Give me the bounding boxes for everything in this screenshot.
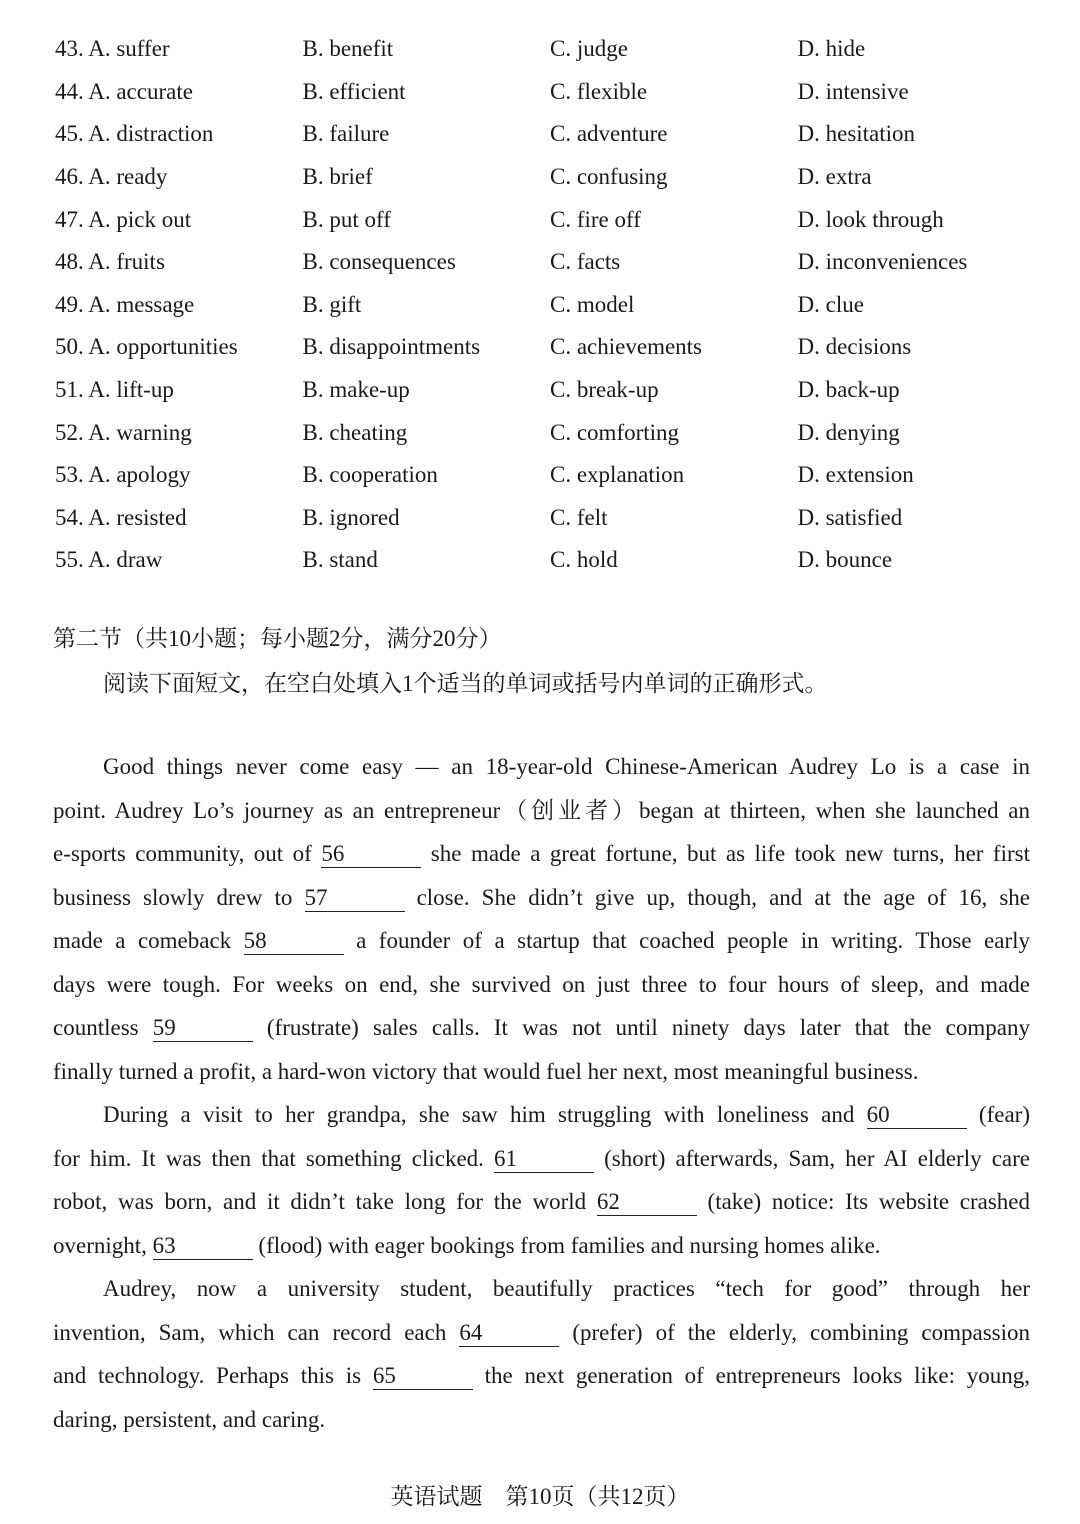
option-choice: D. intensive: [797, 78, 909, 104]
answer-blank: 58: [244, 928, 344, 955]
option-row: [55, 28, 1045, 71]
passage-line: [53, 1267, 1030, 1311]
answer-blank: 61: [494, 1146, 594, 1173]
option-choice: 48. A. fruits: [55, 249, 165, 275]
passage-line: [53, 1050, 1030, 1094]
passage-text: Audrey, now a university student, beautifully practices “tech for good” through her: [103, 1276, 1030, 1301]
option-choice: D. clue: [797, 291, 864, 317]
option-choice: C. felt: [550, 504, 608, 530]
option-choice: 54. A. resisted: [55, 504, 187, 530]
passage-text: days were tough. For weeks on end, she survived on just three to four hours of sleep, and made: [53, 971, 1030, 997]
option-choice: 52. A. warning: [55, 419, 192, 445]
answer-blank: 57: [305, 885, 405, 912]
passage-line: [53, 1137, 1030, 1181]
passage-text: finally turned a profit, a hard-won victory that would fuel her next, most meaningful business.: [53, 1058, 919, 1084]
option-choice: 55. A. draw: [55, 547, 163, 573]
option-choice: 46. A. ready: [55, 164, 168, 190]
option-choice: C. model: [550, 291, 635, 317]
option-row: [55, 198, 1045, 241]
option-row: [55, 369, 1045, 412]
option-row: [55, 326, 1045, 369]
option-choice: B. put off: [302, 206, 391, 232]
option-choice: D. satisfied: [797, 504, 903, 530]
answer-blank: 60: [867, 1102, 967, 1129]
passage-text: she made a great fortune, but as life took new turns, her first: [421, 841, 1030, 866]
option-row: [55, 71, 1045, 114]
passage-line: [53, 1311, 1030, 1355]
passage-line: [53, 789, 1030, 833]
option-choice: C. comforting: [550, 419, 680, 445]
passage-line: [53, 1093, 1030, 1137]
option-choice: 45. A. distraction: [55, 121, 214, 147]
option-choice: 49. A. message: [55, 291, 195, 317]
passage-text: (frustrate) sales calls. It was not until ninety days later that the company: [252, 1015, 1030, 1040]
option-choice: D. hesitation: [797, 121, 916, 147]
passage-text: robot, was born, and it didn’t take long for the world: [53, 1189, 597, 1214]
option-choice: 51. A. lift-up: [55, 377, 174, 403]
passage-text: close. She didn’t give up, though, and at the age of 16, she: [404, 884, 1030, 910]
option-choice: D. denying: [797, 419, 900, 445]
option-choice: B. brief: [302, 164, 373, 190]
page-footer: 英语试题 第10页（共12页）: [390, 1484, 690, 1509]
option-choice: B. ignored: [302, 504, 400, 530]
section-title: 第二节（共10小题；每小题2分，满分20分）: [53, 626, 502, 651]
option-choice: C. adventure: [550, 121, 668, 147]
passage: [53, 745, 1030, 1441]
passage-text: the next generation of entrepreneurs looks like: young,: [472, 1363, 1030, 1388]
passage-text: overnight,: [53, 1232, 153, 1258]
option-choice: B. benefit: [302, 36, 394, 62]
option-choice: B. failure: [302, 121, 390, 147]
passage-line: [53, 1398, 1030, 1442]
option-choice: C. flexible: [550, 78, 648, 104]
passage-line: [53, 832, 1030, 876]
option-choice: C. achievements: [550, 334, 703, 360]
passage-text: (flood) with eager bookings from families and nursing homes alike.: [252, 1232, 881, 1258]
passage-line: [53, 876, 1030, 920]
passage-text: and technology. Perhaps this is: [53, 1363, 373, 1388]
option-choice: D. extension: [797, 462, 914, 488]
passage-text: invention, Sam, which can record each: [53, 1319, 460, 1345]
option-choice: C. judge: [550, 36, 628, 62]
passage-text: countless: [53, 1015, 153, 1040]
option-choice: 53. A. apology: [55, 462, 191, 488]
passage-line: [53, 1006, 1030, 1050]
answer-blank: 64: [459, 1320, 559, 1347]
passage-text: point. Audrey Lo’s journey as an entrepreneur（创业者）began at thirteen, when she launched an: [53, 797, 1030, 823]
answer-blank: 56: [321, 841, 421, 868]
option-choice: C. confusing: [550, 164, 668, 190]
answer-blank: 65: [373, 1363, 473, 1390]
option-choice: D. decisions: [797, 334, 912, 360]
passage-line: [53, 919, 1030, 963]
option-choice: B. gift: [302, 291, 362, 317]
answer-blank: 62: [597, 1189, 697, 1216]
passage-text: e-sports community, out of: [53, 841, 322, 866]
option-choice: D. back-up: [797, 377, 900, 403]
option-row: [55, 539, 1045, 582]
passage-paragraph: [53, 745, 1030, 1093]
option-choice: D. look through: [797, 206, 944, 232]
option-row: [55, 241, 1045, 284]
option-choice: B. consequences: [302, 249, 456, 275]
option-row: [55, 454, 1045, 497]
section-instruction: 阅读下面短文，在空白处填入1个适当的单词或括号内单词的正确形式。: [103, 671, 828, 696]
passage-text: (fear): [966, 1102, 1030, 1127]
option-choice: C. break-up: [550, 377, 659, 403]
option-choice: C. hold: [550, 547, 618, 573]
passage-text: (take) notice: Its website crashed: [696, 1189, 1030, 1214]
option-choice: 44. A. accurate: [55, 78, 193, 104]
passage-paragraph: [53, 1093, 1030, 1267]
option-choice: D. hide: [797, 36, 866, 62]
option-row: [55, 284, 1045, 327]
option-choice: D. inconveniences: [797, 249, 968, 275]
option-choice: 47. A. pick out: [55, 206, 192, 232]
passage-text: for him. It was then that something clicked.: [53, 1145, 495, 1171]
option-choice: B. stand: [302, 547, 378, 573]
passage-text: a founder of a startup that coached people in writing. Those early: [343, 928, 1030, 953]
option-choice: B. efficient: [302, 78, 406, 104]
option-choice: 50. A. opportunities: [55, 334, 238, 360]
option-choice: B. make-up: [302, 377, 410, 403]
option-choice: C. fire off: [550, 206, 641, 232]
passage-paragraph: [53, 1267, 1030, 1441]
option-row: [55, 411, 1045, 454]
passage-text: daring, persistent, and caring.: [53, 1406, 326, 1432]
option-choice: C. facts: [550, 249, 621, 275]
passage-text: (short) afterwards, Sam, her AI elderly care: [594, 1145, 1030, 1171]
passage-line: [53, 963, 1030, 1007]
passage-text: business slowly drew to: [53, 884, 305, 910]
option-choice: B. disappointments: [302, 334, 481, 360]
option-row: [55, 497, 1045, 540]
answer-blank: 63: [153, 1233, 253, 1260]
option-choice: D. bounce: [797, 547, 893, 573]
options-table: [55, 28, 1045, 582]
option-choice: D. extra: [797, 164, 872, 190]
passage-text: Good things never come easy — an 18-year-old Chinese-American Audrey Lo is a case in: [103, 754, 1030, 779]
option-choice: B. cooperation: [302, 462, 438, 488]
option-choice: 43. A. suffer: [55, 36, 170, 62]
option-choice: C. explanation: [550, 462, 685, 488]
passage-line: [53, 745, 1030, 789]
passage-line: [53, 1180, 1030, 1224]
passage-line: [53, 1354, 1030, 1398]
option-choice: B. cheating: [302, 419, 408, 445]
answer-blank: 59: [153, 1015, 253, 1042]
passage-text: made a comeback: [53, 928, 244, 953]
passage-text: During a visit to her grandpa, she saw him struggling with loneliness and: [103, 1102, 867, 1127]
option-row: [55, 156, 1045, 199]
passage-text: (prefer) of the elderly, combining compassion: [559, 1319, 1030, 1345]
option-row: [55, 113, 1045, 156]
passage-line: [53, 1224, 1030, 1268]
